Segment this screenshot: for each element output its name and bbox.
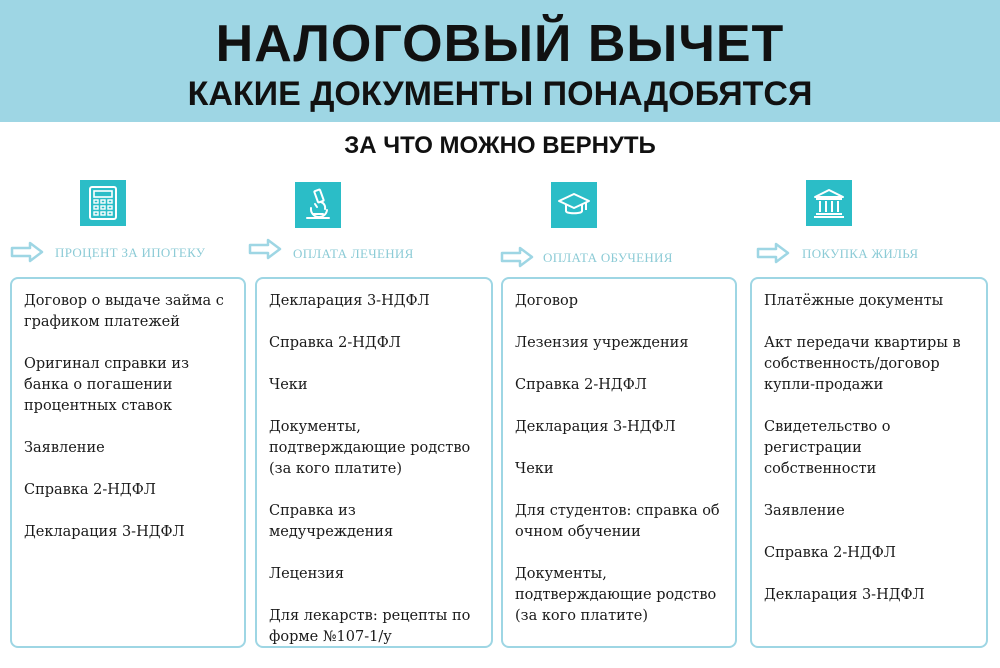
arrow-right-icon — [10, 241, 44, 263]
list-item: Заявление — [24, 440, 105, 456]
page-subtitle: КАКИЕ ДОКУМЕНТЫ ПОНАДОБЯТСЯ — [187, 75, 813, 113]
list-item: Декларация 3-НДФЛ — [24, 524, 185, 540]
category-label: ПРОЦЕНТ ЗА ИПОТЕКУ — [55, 245, 206, 260]
list-item: Справка 2-НДФЛ — [764, 545, 896, 561]
calculator-icon — [80, 180, 126, 226]
list-item: Чеки — [515, 461, 554, 477]
list-item: Декларация 3-НДФЛ — [269, 293, 430, 309]
list-item: Декларация 3-НДФЛ — [515, 419, 676, 435]
category-label: ПОКУПКА ЖИЛЬЯ — [802, 246, 919, 261]
building-icon — [806, 180, 852, 226]
documents-card — [255, 277, 493, 648]
list-item: Для лекарств: рецепты по форме №107-1/у — [269, 608, 471, 645]
list-item: Чеки — [269, 377, 308, 393]
list-item: Для студентов: справка об очном обучении — [515, 503, 720, 540]
graduation-cap-icon — [551, 182, 597, 228]
list-item: Документы, подтверждающие родство (за кого платите) — [515, 566, 717, 624]
list-item: Лезензия учреждения — [515, 335, 689, 351]
section-title: ЗА ЧТО МОЖНО ВЕРНУТЬ — [344, 132, 656, 159]
page-title: НАЛОГОВЫЙ ВЫЧЕТ — [215, 15, 785, 73]
documents-card — [10, 277, 246, 648]
category-label: ОПЛАТА ЛЕЧЕНИЯ — [293, 246, 414, 261]
category-label: ОПЛАТА ОБУЧЕНИЯ — [543, 250, 673, 265]
list-item: Лецензия — [269, 566, 344, 582]
list-item: Документы, подтверждающие родство (за кого платите) — [269, 419, 471, 477]
documents-card — [750, 277, 988, 648]
microscope-icon — [295, 182, 341, 228]
arrow-right-icon — [500, 246, 534, 268]
list-item: Оригинал справки из банка о погашении процентных ставок — [24, 356, 190, 414]
list-item: Заявление — [764, 503, 845, 519]
arrow-right-icon — [756, 242, 790, 264]
list-item: Платёжные документы — [764, 293, 944, 309]
list-item: Декларация 3-НДФЛ — [764, 587, 925, 603]
list-item: Справка 2-НДФЛ — [269, 335, 401, 351]
list-item: Справка 2-НДФЛ — [24, 482, 156, 498]
list-item: Свидетельство о регистрации собственности — [764, 419, 891, 477]
list-item: Акт передачи квартиры в собственность/договор купли-продажи — [764, 335, 961, 393]
header-banner — [0, 0, 1000, 122]
list-item: Договор — [515, 293, 579, 309]
documents-card — [501, 277, 737, 648]
list-item: Договор о выдаче займа с графиком платежей — [24, 293, 224, 330]
arrow-right-icon — [248, 238, 282, 260]
list-item: Справка 2-НДФЛ — [515, 377, 647, 393]
list-item: Справка из медучреждения — [269, 503, 394, 540]
